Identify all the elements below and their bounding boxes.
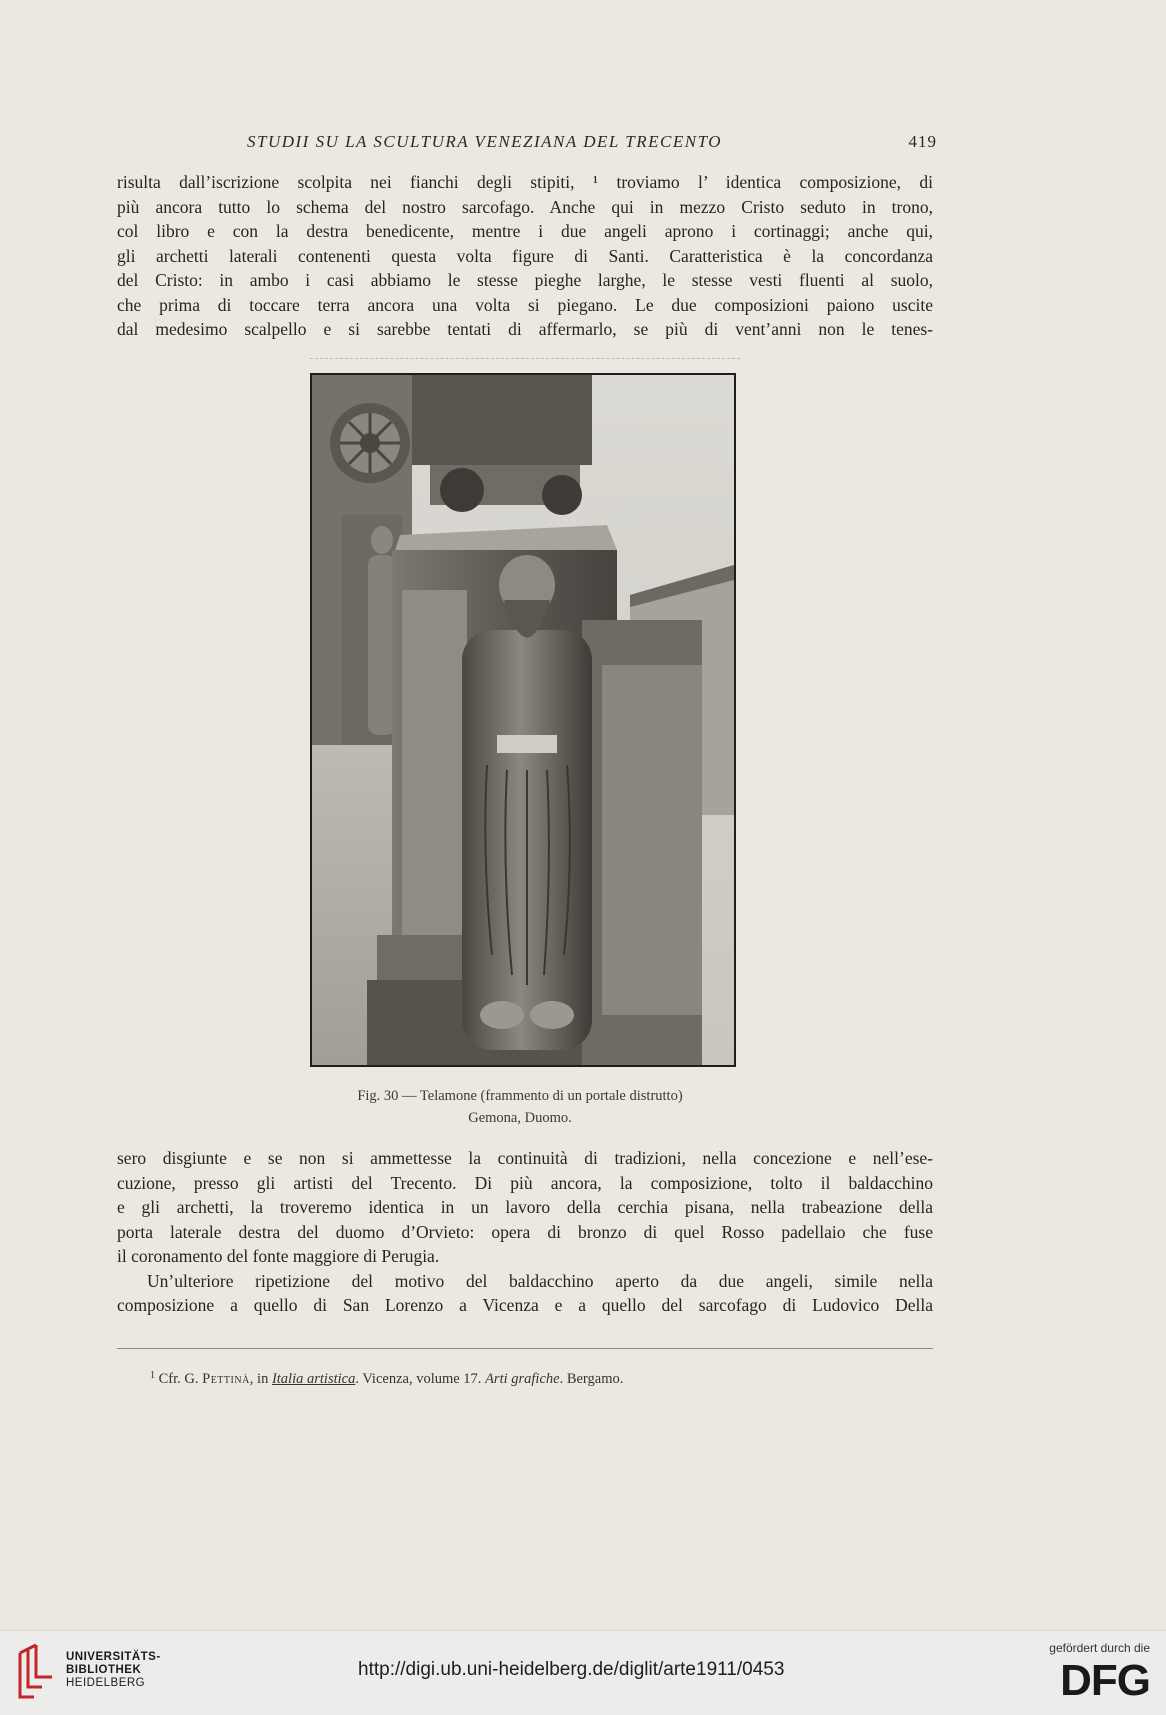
text-line: composizione a quello di San Lorenzo a Vicenza e a quello del sarcofago di Ludovico Della xyxy=(117,1295,933,1315)
text-line: più ancora tutto lo schema del nostro sarcofago. Anche qui in mezzo Cristo seduto in trono, xyxy=(117,196,933,217)
footnote-in: , in xyxy=(249,1371,269,1387)
footnote-cfr: Cfr. G. xyxy=(158,1371,199,1387)
permalink-url[interactable]: http://digi.ub.uni-heidelberg.de/diglit/arte1911/0453 xyxy=(358,1659,785,1680)
library-name-line: HEIDELBERG xyxy=(66,1677,146,1689)
figure-photograph xyxy=(310,373,736,1067)
footnote-author: Pettinà xyxy=(202,1371,250,1387)
footnote-publisher: Arti grafiche xyxy=(485,1371,560,1387)
footnote-rule xyxy=(117,1348,933,1349)
footnote-city: . Bergamo. xyxy=(559,1371,624,1387)
text-line: sero disgiunte e se non si ammettesse la continuità di tradizioni, nella concezione e nell’ese- xyxy=(117,1148,933,1168)
footnote-place: . Vicenza, volume 17. xyxy=(355,1371,482,1387)
page-number: 419 xyxy=(908,132,937,151)
text-line: che prima di toccare terra ancora una volta si piegano. Le due composizioni paiono uscite xyxy=(117,294,933,315)
text-line: dal medesimo scalpello e si sarebbe tentati di affermarlo, se più di vent’anni non le tenes- xyxy=(117,319,933,339)
library-name-line: UNIVERSITÄTS- xyxy=(66,1651,161,1663)
funder-label: gefördert durch die xyxy=(1049,1641,1150,1655)
text-line: porta laterale destra del duomo d’Orvieto: opera di bronzo di quel Rosso padellaio che fuse xyxy=(117,1221,933,1242)
text-line: il coronamento del fonte maggiore di Perugia. xyxy=(117,1246,440,1266)
footnote-marker: 1 xyxy=(150,1370,155,1381)
running-title: STUDII SU LA SCULTURA VENEZIANA DEL TRECENTO xyxy=(247,132,722,151)
body-paragraph-top xyxy=(117,170,933,342)
footnote-series: Italia artistica xyxy=(271,1371,356,1387)
body-paragraph-bottom xyxy=(117,1146,933,1318)
figure-caption: Fig. 30 — Telamone (frammento di un portale distrutto) xyxy=(357,1088,683,1104)
text-line: gli archetti laterali contenenti questa volta figure di Santi. Caratteristica è la concordanza xyxy=(117,245,933,266)
figure-top-rule xyxy=(310,358,740,359)
footnote xyxy=(150,1370,623,1388)
telamon-photo-illustration xyxy=(312,375,734,1065)
footer-bar xyxy=(0,1630,1166,1715)
library-name xyxy=(66,1651,161,1690)
university-library-logo-icon xyxy=(14,1643,58,1701)
text-line: del Cristo: in ambo i casi abbiamo le stesse pieghe larghe, le stesse vesti fluenti al suolo, xyxy=(117,270,933,290)
text-line: col libro e con la destra benedicente, mentre i due angeli aprono i cortinaggi; anche qui, xyxy=(117,221,933,241)
library-name-line: BIBLIOTHEK xyxy=(66,1664,142,1676)
figure-caption-location: Gemona, Duomo. xyxy=(468,1110,572,1126)
text-line: e gli archetti, la troveremo identica in un lavoro della cerchia pisana, nella trabeazione della xyxy=(117,1197,933,1217)
text-line: Un’ulteriore ripetizione del motivo del baldacchino aperto da due angeli, simile nella xyxy=(147,1270,933,1291)
dfg-logo: DFG xyxy=(1060,1656,1150,1705)
text-line: cuzione, presso gli artisti del Trecento. Di più ancora, la composizione, tolto il baldacchino xyxy=(117,1172,933,1193)
text-line: risulta dall’iscrizione scolpita nei fianchi degli stipiti, ¹ troviamo l’ identica composizione, di xyxy=(117,172,933,192)
